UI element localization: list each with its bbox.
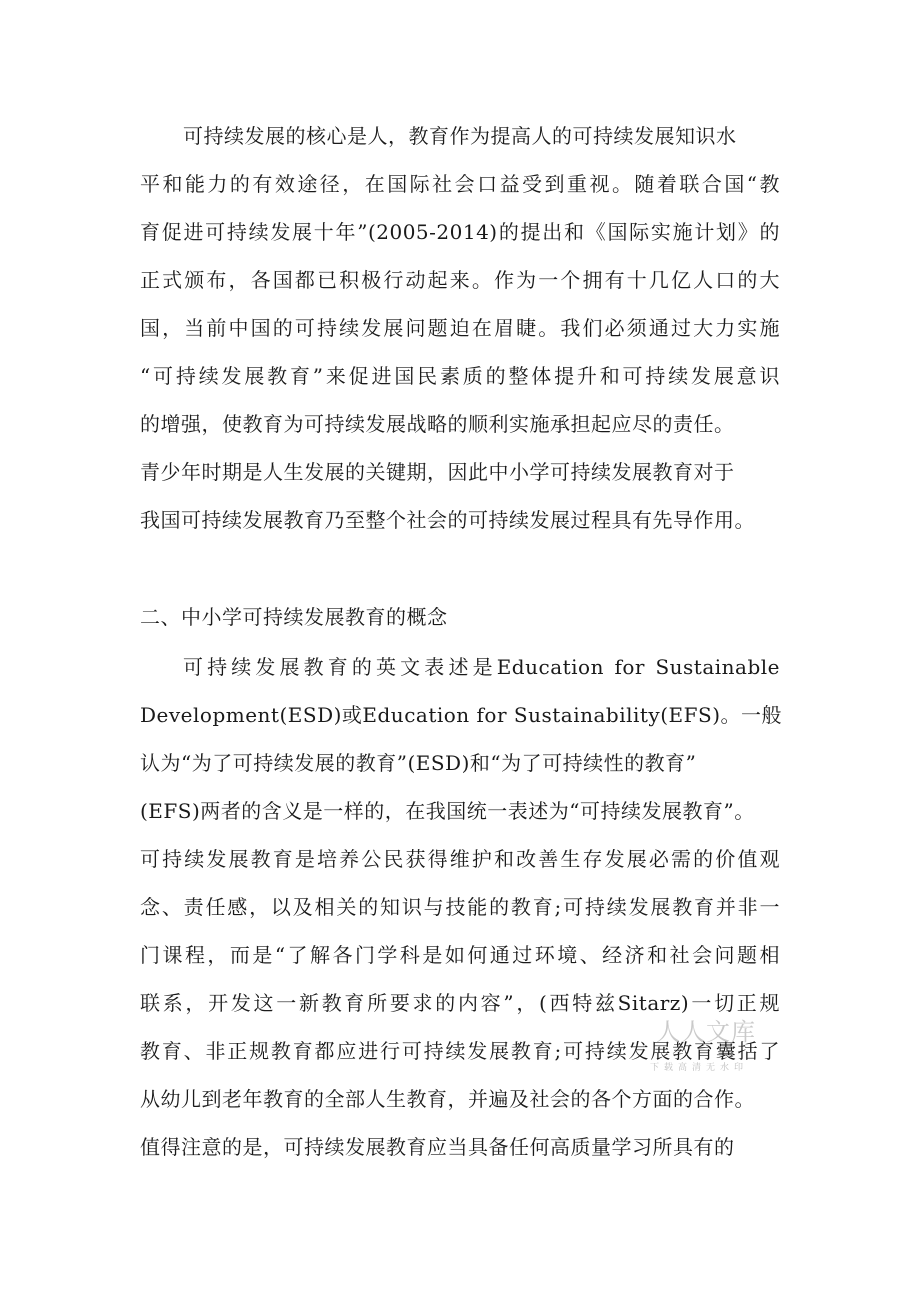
watermark-title: 人人文库 (656, 1018, 756, 1046)
paragraph-1-line-4: 正式颁布，各国都已积极行动起来。作为一个拥有十几亿人口的大 (140, 268, 780, 292)
paragraph-2-line-5: 可持续发展教育是培养公民获得维护和改善生存发展必需的价值观 (140, 847, 780, 871)
paragraph-1-line-8: 青少年时期是人生发展的关键期，因此中小学可持续发展教育对于 (140, 460, 735, 484)
paragraph-1-line-7: 的增强，使教育为可持续发展战略的顺利实施承担起应尽的责任。 (140, 412, 735, 436)
watermark-logo (648, 1012, 788, 1082)
paragraph-1-line-2: 平和能力的有效途径，在国际社会口益受到重视。随着联合国“教 (140, 172, 780, 196)
section-heading: 二、中小学可持续发展教育的概念 (140, 605, 448, 629)
watermark-subtitle: 下载高清无水印 (650, 1063, 749, 1073)
paragraph-2-line-11: 值得注意的是，可持续发展教育应当具备任何高质量学习所具有的 (140, 1135, 735, 1159)
paragraph-2-line-6: 念、责任感，以及相关的知识与技能的教育;可持续发展教育并非一 (140, 895, 780, 919)
paragraph-2-line-3: 认为“为了可持续发展的教育”(ESD)和“为了可持续性的教育” (140, 751, 697, 775)
paragraph-2-line-4: (EFS)两者的含义是一样的，在我国统一表述为“可持续发展教育”。 (140, 799, 755, 823)
paragraph-1-line-6: “可持续发展教育”来促进国民素质的整体提升和可持续发展意识 (140, 364, 780, 388)
paragraph-2-line-8: 联系，开发这一新教育所要求的内容”，(西特兹Sitarz)一切正规 (140, 991, 780, 1015)
paragraph-2-line-10: 从幼儿到老年教育的全部人生教育，并遍及社会的各个方面的合作。 (140, 1087, 755, 1111)
paragraph-1-line-5: 国，当前中国的可持续发展问题迫在眉睫。我们必须通过大力实施 (140, 316, 780, 340)
paragraph-2-line-9: 教育、非正规教育都应进行可持续发展教育;可持续发展教育囊括了 (140, 1039, 780, 1063)
paragraph-2-line-1: 可持续发展教育的英文表述是Education for Sustainable (183, 655, 780, 679)
paragraph-1-line-9: 我国可持续发展教育乃至整个社会的可持续发展过程具有先导作用。 (140, 508, 755, 532)
paragraph-1-line-1: 可持续发展的核心是人，教育作为提高人的可持续发展知识水 (183, 124, 737, 148)
paragraph-2-line-7: 门课程，而是“了解各门学科是如何通过环境、经济和社会问题相 (140, 943, 780, 967)
paragraph-2-line-2: Development(ESD)或Education for Sustainability(EFS)。一般 (140, 703, 783, 727)
paragraph-1-line-3: 育促进可持续发展十年”(2005-2014)的提出和《国际实施计划》的 (140, 220, 780, 244)
